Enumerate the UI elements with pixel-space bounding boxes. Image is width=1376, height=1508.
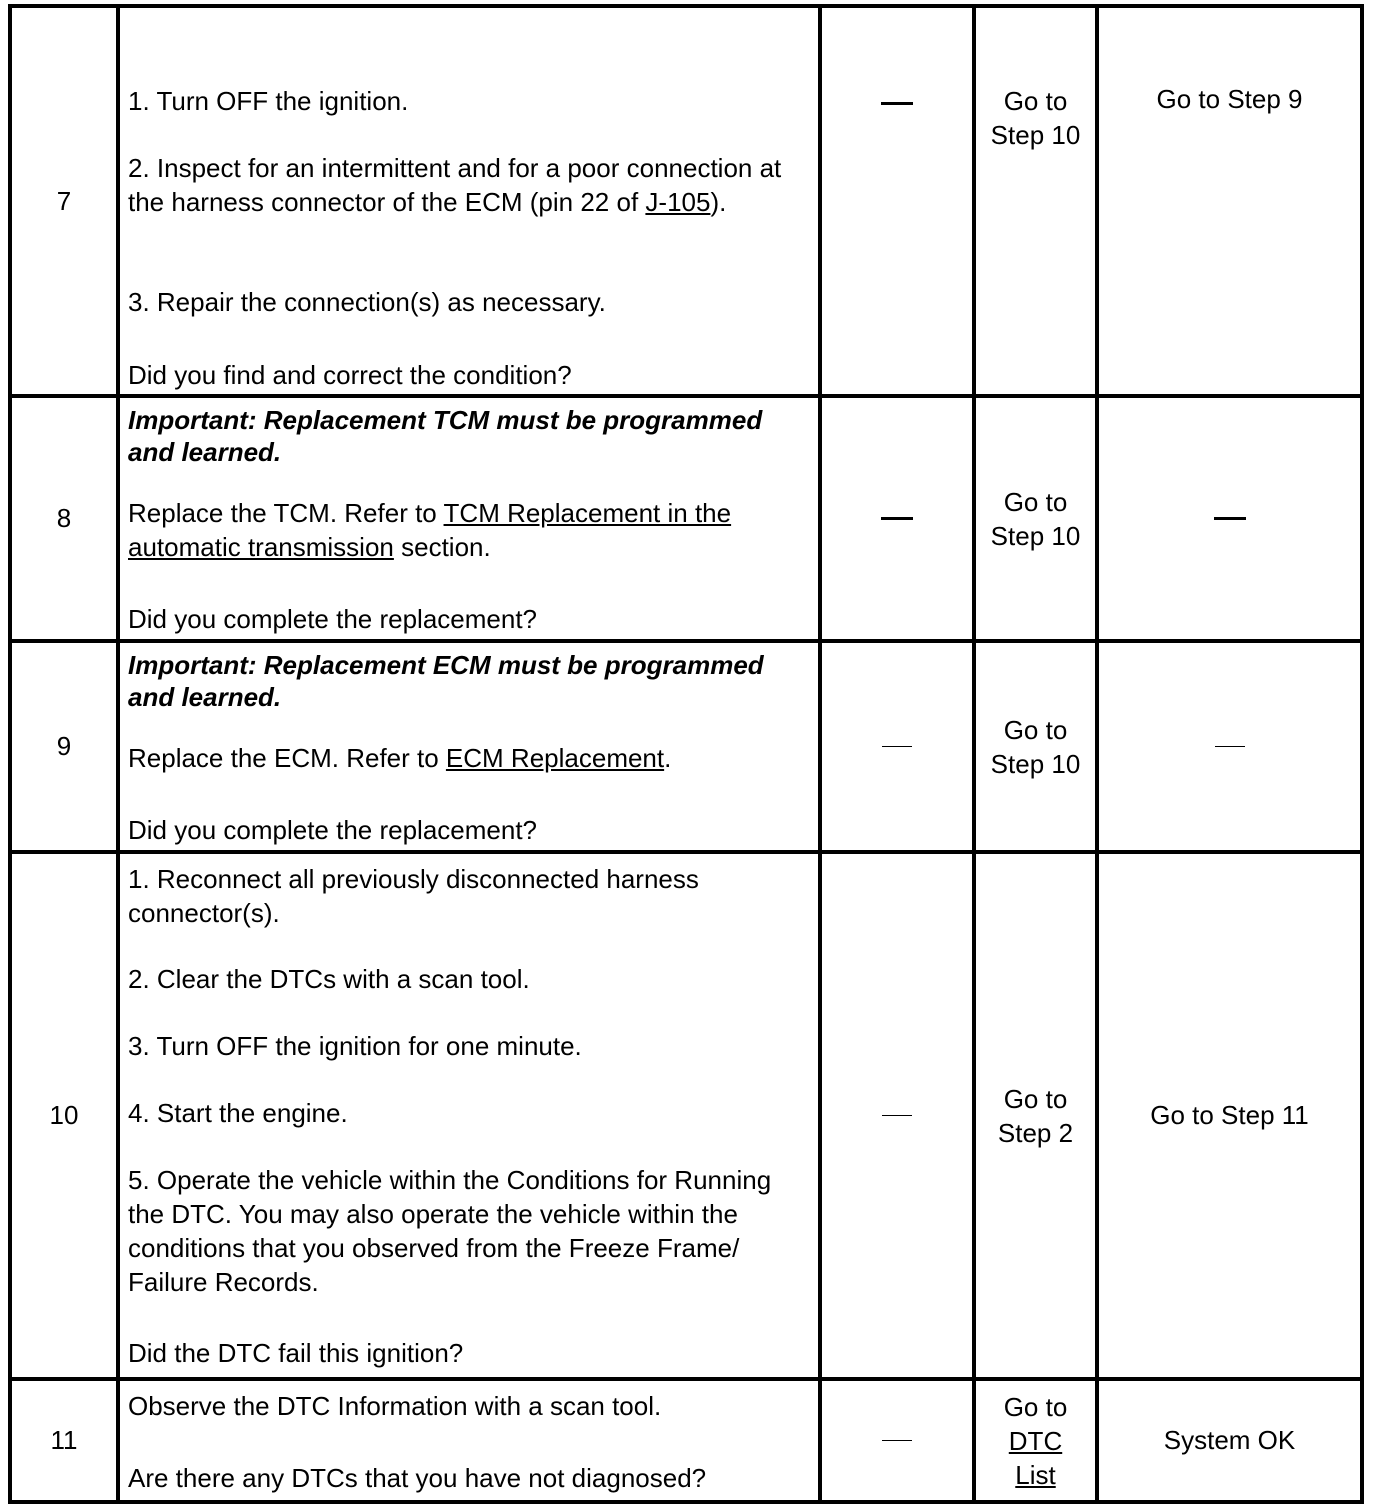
step-number: 7 bbox=[56, 185, 72, 216]
question-text: Did you complete the replacement? bbox=[128, 815, 538, 845]
table-row-step-7 bbox=[8, 4, 1364, 394]
value-cell bbox=[822, 398, 972, 639]
action-line: Replace the ECM. Refer to ECM Replacement. bbox=[128, 743, 672, 773]
no-cell bbox=[1099, 643, 1360, 850]
yes-cell: Go to Step 10 bbox=[990, 714, 1081, 779]
table-row-step-9 bbox=[8, 639, 1364, 850]
connector-link[interactable]: J-105 bbox=[645, 187, 711, 217]
value-cell bbox=[822, 8, 972, 394]
step-number: 9 bbox=[56, 731, 72, 761]
dash bbox=[882, 1440, 912, 1442]
action-line: Observe the DTC Information with a scan tool. bbox=[128, 1391, 662, 1421]
dash bbox=[882, 746, 912, 748]
action-cell bbox=[120, 1381, 818, 1500]
action-cell bbox=[120, 854, 818, 1377]
dash bbox=[1215, 746, 1245, 748]
action-line: Replace the TCM. Refer to TCM Replacement in the automatic transmission section. bbox=[128, 498, 732, 562]
yes-cell bbox=[976, 1381, 1095, 1500]
question-text: Are there any DTCs that you have not diagnosed? bbox=[128, 1463, 707, 1493]
yes-cell: Go to Step 10 bbox=[990, 486, 1081, 551]
action-cell bbox=[120, 8, 818, 394]
yes-cell: Go to Step 10 bbox=[990, 86, 1081, 150]
action-line: 2. Clear the DTCs with a scan tool. bbox=[128, 964, 530, 994]
action-line: 4. Start the engine. bbox=[128, 1098, 348, 1128]
action-line: 3. Turn OFF the ignition for one minute. bbox=[128, 1031, 582, 1061]
no-cell: Go to Step 11 bbox=[1150, 1100, 1309, 1130]
value-cell bbox=[822, 1381, 972, 1500]
question-text: Did you find and correct the condition? bbox=[128, 360, 572, 390]
action-line: 5. Operate the vehicle within the Conditions for Running the DTC. You may also operate the vehicle within the conditions that you observed from the Freeze Frame/ Failure Records. bbox=[128, 1165, 772, 1297]
yes-cell: Go to Step 2 bbox=[997, 1083, 1074, 1148]
diagnostic-table bbox=[8, 4, 1364, 1504]
action-line: 1. Reconnect all previously disconnected harness connector(s). bbox=[128, 864, 699, 928]
no-cell: Go to Step 9 bbox=[1156, 84, 1303, 114]
important-note: Important: Replacement ECM must be programmed and learned. bbox=[128, 650, 764, 712]
no-cell bbox=[1099, 398, 1360, 639]
table-row-step-11 bbox=[8, 1377, 1364, 1504]
step-number: 11 bbox=[50, 1425, 78, 1455]
step-number: 8 bbox=[56, 503, 72, 533]
action-cell bbox=[120, 398, 818, 639]
dtc-list-link[interactable]: DTC List bbox=[1008, 1425, 1063, 1490]
action-line: 1. Turn OFF the ignition. bbox=[128, 86, 409, 116]
value-cell bbox=[822, 854, 972, 1377]
no-cell: System OK bbox=[1163, 1425, 1296, 1455]
action-cell bbox=[120, 643, 818, 850]
action-line: 2. Inspect for an intermittent and for a poor connection at the harness connector of the ECM (pin 22 of J-105). bbox=[128, 153, 782, 217]
table-row-step-8 bbox=[8, 394, 1364, 639]
dash bbox=[1214, 517, 1246, 520]
tcm-replacement-link[interactable]: TCM Replacement in the automatic transmission bbox=[128, 498, 732, 562]
table-row-step-10 bbox=[8, 850, 1364, 1377]
step-number: 10 bbox=[49, 1100, 79, 1130]
value-cell bbox=[822, 643, 972, 850]
important-note: Important: Replacement TCM must be programmed and learned. bbox=[128, 405, 763, 467]
dash bbox=[881, 102, 913, 105]
dash bbox=[882, 1115, 912, 1117]
yes-prefix: Go to bbox=[1003, 1391, 1068, 1422]
question-text: Did the DTC fail this ignition? bbox=[128, 1338, 464, 1368]
question-text: Did you complete the replacement? bbox=[128, 604, 538, 634]
ecm-replacement-link[interactable]: ECM Replacement bbox=[445, 743, 665, 773]
action-line: 3. Repair the connection(s) as necessary. bbox=[128, 287, 606, 317]
dash bbox=[881, 517, 913, 520]
